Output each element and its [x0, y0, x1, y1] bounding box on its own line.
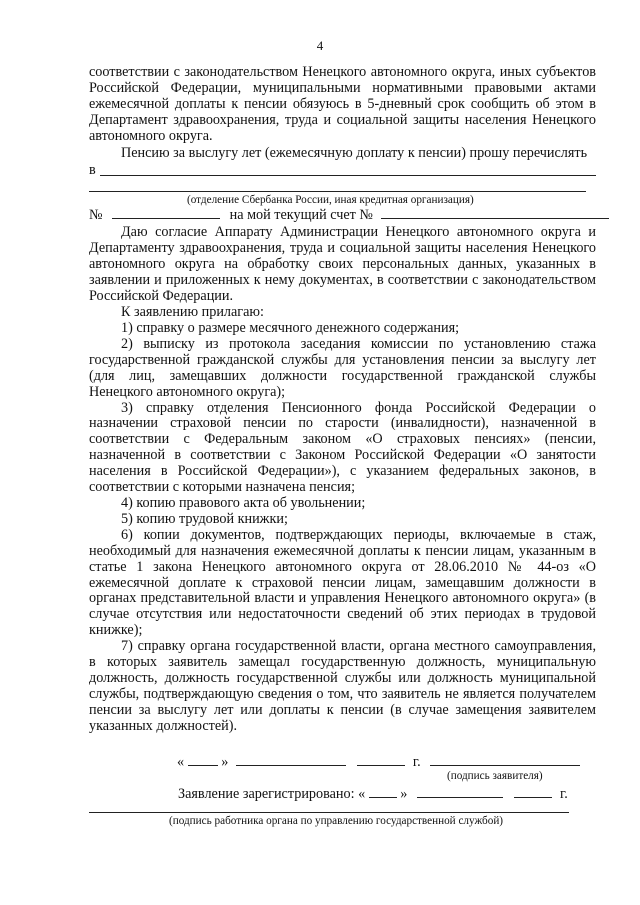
bank-name-line	[100, 175, 596, 176]
date-open-quote: «	[177, 754, 185, 770]
registered-year-suffix: г.	[560, 786, 568, 802]
attachment-item: 6) копии документов, подтверждающих периоды, включаемые в стаж, необходимый для назначения ежемесячной доплаты к пенсии лицам, указанным в статье 1 закона Ненецкого автономного округа от 28.06.2010 № 44-оз «О ежемесячной доплате к страховой пенсии лицам, замещавшим должности в органах представительной власти и управления Ненецкого автономного округа» (в случае отсутствия или недостаточности сведений об этих периодах в трудовой книжке);	[89, 526, 596, 639]
attachment-item: 3) справку отделения Пенсионного фонда Российской Федерации о назначении страховой пенсии по старости (инвалидности), назначенной в соответствии с Федеральным законом «О страховых пенсиях» (пенсии, назначенной в соответствии с Законом Российской Федерации «О занятости населения в Российской Федерации»), с указанием федеральных законов, в соответствии с которыми назначена пенсия;	[89, 399, 596, 496]
registered-month-field	[417, 786, 503, 798]
bank-caption: (отделение Сбербанка России, иная кредитная организация)	[187, 194, 474, 206]
account-row	[89, 207, 609, 223]
consent-paragraph: Даю согласие Аппарату Администрации Ненецкого автономного округа и Департаменту здравоохранения, труда и социальной защиты населения Ненецкого автономного округа на обработку своих персональных данных, указанных в заявлении и приложенных к нему документах, в соответствии с законодательством Российской Федерации.	[89, 224, 596, 304]
date-day-field	[188, 754, 218, 766]
date-year-field	[357, 754, 405, 766]
attachments-list	[89, 321, 596, 735]
date-year-suffix: г.	[412, 754, 421, 770]
account-no-label: №	[89, 207, 103, 223]
account-number-field	[381, 207, 609, 219]
date-close-quote: »	[221, 754, 229, 770]
attachments-heading: К заявлению прилагаю:	[121, 304, 264, 320]
registered-label: Заявление зарегистрировано: «	[178, 786, 366, 802]
attachment-item: 1) справку о размере месячного денежного содержания;	[121, 320, 460, 336]
officer-signature-caption: (подпись работника органа по управлению государственной службой)	[169, 815, 504, 827]
account-no-field	[112, 207, 220, 219]
attachment-item: 7) справку органа государственной власти, органа местного самоуправления, в которых заявитель замещал государственную должность, муниципальную должность, должность государственной службы или должность муниципальной службы, подтверждающую сведения о том, что заявитель не является получателем пенсии за выслугу лет или доплаты к пенсии (в случае замещения заявителем указанных должностей).	[89, 638, 596, 734]
registration-row	[178, 786, 568, 802]
transfer-request: Пенсию за выслугу лет (ежемесячную доплату к пенсии) прошу перечислять	[121, 145, 588, 161]
applicant-signature-caption: (подпись заявителя)	[447, 770, 543, 782]
bank-prefix: в	[89, 162, 96, 178]
registered-day-field	[369, 786, 397, 798]
page-number: 4	[316, 38, 324, 53]
registered-close-quote: »	[400, 786, 408, 802]
account-label: на мой текущий счет №	[229, 207, 373, 223]
date-month-field	[236, 754, 346, 766]
applicant-signature-field	[430, 754, 580, 766]
attachment-item: 2) выписку из протокола заседания комиссии по установлению стажа государственной гражданской службы для установления пенсии за выслугу лет (для лиц, замещавших должности государственной гражданской службы Ненецкого автономного округа);	[89, 335, 596, 400]
bank-name-line-2	[89, 191, 586, 192]
registered-year-field	[514, 786, 552, 798]
officer-signature-line	[89, 812, 569, 813]
date-signature-row	[177, 754, 580, 770]
intro-paragraph: соответствии с законодательством Ненецкого автономного округа, иных субъектов Российской Федерации, муниципальными нормативными правовыми актами ежемесячной доплаты к пенсии обязуюсь в 5-дневный срок сообщить об этом в Департамент здравоохранения, труда и социальной защиты населения Ненецкого автономного округа.	[89, 64, 596, 144]
attachment-item: 4) копию правового акта об увольнении;	[121, 494, 366, 511]
attachment-item: 5) копию трудовой книжки;	[121, 510, 288, 527]
